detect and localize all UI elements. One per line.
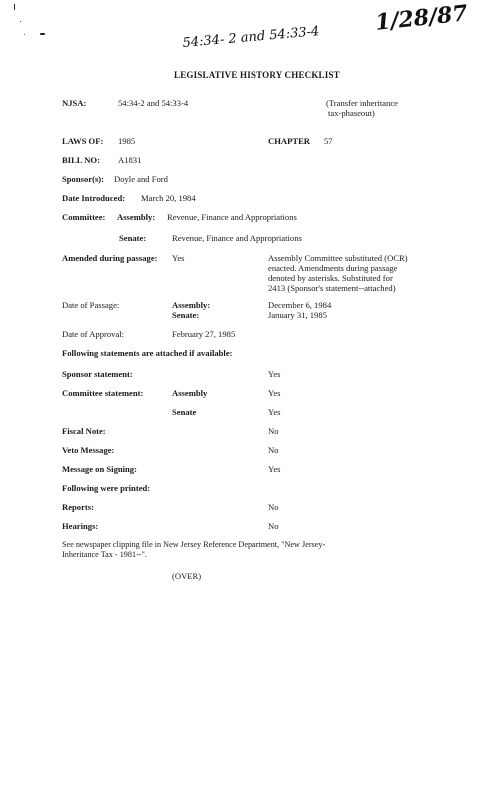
fiscal-note-value: No: [268, 426, 279, 436]
reports-label: Reports:: [62, 502, 94, 512]
scan-speck: [24, 34, 25, 35]
bill-no-label: BILL NO:: [62, 155, 100, 165]
sponsor-statement-label: Sponsor statement:: [62, 369, 133, 379]
reports-value: No: [268, 502, 279, 512]
passage-assembly-label: Assembly:: [172, 300, 211, 310]
veto-message-value: No: [268, 445, 279, 455]
sponsors-label: Sponsor(s):: [62, 174, 105, 184]
amended-note-line: Assembly Committee substituted (OCR): [268, 253, 408, 263]
njsa-note-line2: tax-phaseout): [328, 108, 375, 118]
committee-senate-value: Revenue, Finance and Appropriations: [172, 233, 302, 243]
date-of-approval-label: Date of Approval:: [62, 329, 125, 339]
amended-note-line: denoted by asterisks. Substituted for: [268, 273, 393, 283]
message-on-signing-label: Message on Signing:: [62, 464, 137, 474]
printed-heading: Following were printed:: [62, 483, 151, 493]
handwritten-date: 1/28/87: [374, 0, 469, 36]
see-note-line1: See newspaper clipping file in New Jersey Reference Department, "New Jersey-: [62, 540, 326, 549]
statements-heading: Following statements are attached if available:: [62, 348, 233, 358]
committee-statement-senate-label: Senate: [172, 407, 197, 417]
scan-speck: [20, 21, 21, 22]
passage-assembly-value: December 6, 1984: [268, 300, 332, 310]
date-introduced-value: March 20, 1984: [141, 193, 196, 203]
date-of-passage-label: Date of Passage:: [62, 300, 120, 310]
amended-note-line: 2413 (Sponsor's statement--attached): [268, 283, 396, 293]
njsa-label: NJSA:: [62, 98, 87, 108]
bill-no-value: A1831: [118, 155, 142, 165]
committee-senate-label: Senate:: [119, 233, 147, 243]
amended-value: Yes: [172, 253, 185, 263]
sponsor-statement-value: Yes: [268, 369, 281, 379]
laws-of-label: LAWS OF:: [62, 136, 104, 146]
scan-speck: [40, 33, 45, 35]
committee-assembly-label: Assembly:: [117, 212, 156, 222]
njsa-value: 54:34-2 and 54:33-4: [118, 98, 189, 108]
message-on-signing-value: Yes: [268, 464, 281, 474]
committee-assembly-value: Revenue, Finance and Appropriations: [167, 212, 297, 222]
date-of-approval-value: February 27, 1985: [172, 329, 236, 339]
committee-statement-label: Committee statement:: [62, 388, 144, 398]
hearings-value: No: [268, 521, 279, 531]
chapter-value: 57: [324, 136, 333, 146]
handwritten-citations: 54:34- 2 and 54:33-4: [182, 24, 320, 51]
sponsors-value: Doyle and Ford: [114, 174, 168, 184]
fiscal-note-label: Fiscal Note:: [62, 426, 106, 436]
page-title: LEGISLATIVE HISTORY CHECKLIST: [174, 70, 340, 80]
committee-statement-assembly-value: Yes: [268, 388, 281, 398]
amended-label: Amended during passage:: [62, 253, 158, 263]
chapter-label: CHAPTER: [268, 136, 311, 146]
committee-label: Committee:: [62, 212, 106, 222]
laws-of-value: 1985: [118, 136, 136, 146]
see-note-line2: Inheritance Tax - 1981--".: [62, 550, 147, 559]
date-introduced-label: Date Introduced:: [62, 193, 126, 203]
hearings-label: Hearings:: [62, 521, 99, 531]
veto-message-label: Veto Message:: [62, 445, 115, 455]
committee-statement-senate-value: Yes: [268, 407, 281, 417]
committee-statement-assembly-label: Assembly: [172, 388, 208, 398]
njsa-note-line1: (Transfer inheritance: [326, 98, 398, 108]
amended-note-line: enacted. Amendments during passage: [268, 263, 398, 273]
scan-speck: [14, 4, 15, 10]
passage-senate-label: Senate:: [172, 310, 200, 320]
passage-senate-value: January 31, 1985: [268, 310, 327, 320]
over-label: (OVER): [172, 571, 202, 581]
